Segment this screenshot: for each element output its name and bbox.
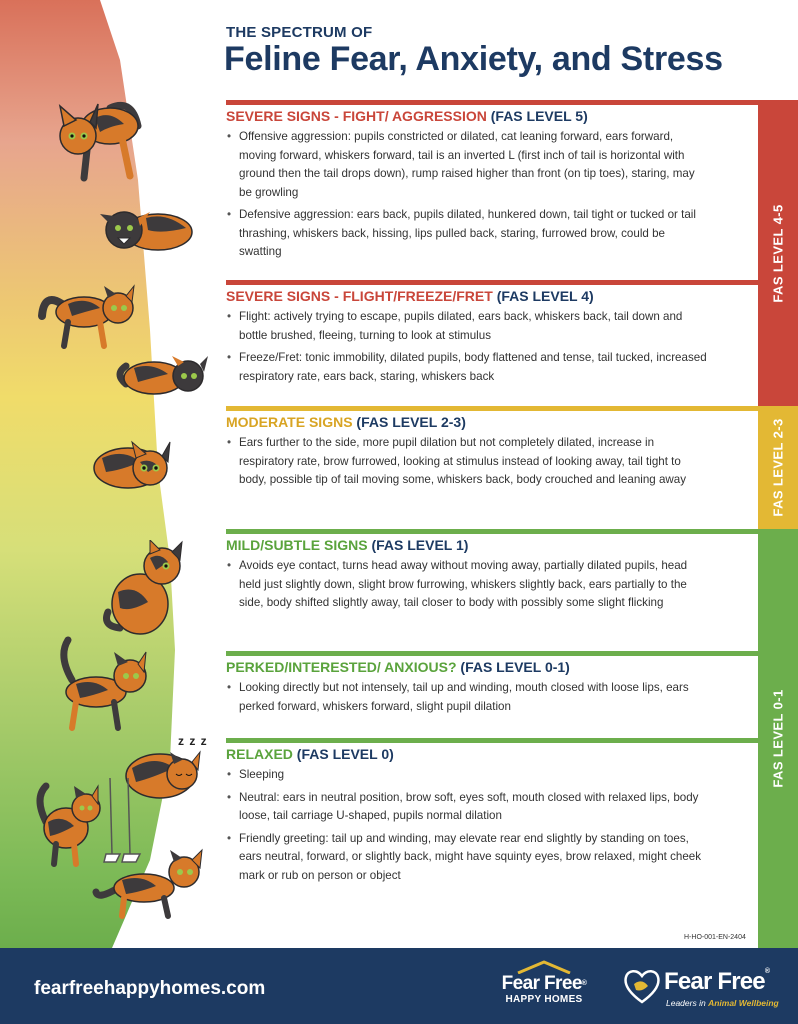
side-label-fas-4-5 [758, 100, 798, 406]
tortoiseshell-cat-icon [34, 282, 144, 352]
heart-logo-icon [622, 966, 662, 1006]
section-perked-interested [226, 651, 758, 720]
tortoiseshell-cat-icon [88, 432, 184, 494]
heading-text: MODERATE SIGNS [226, 414, 353, 430]
trademark-mark: ® [764, 968, 770, 975]
heading-level: (FAS LEVEL 2-3) [356, 414, 466, 430]
website-link[interactable]: fearfreehappyhomes.com [34, 978, 266, 999]
list-item: • Neutral: ears in neutral position, brow soft, eyes soft, mouth closed with relaxed lips, body loose, tail carriage U-shaped, pupils normal dilation [226, 789, 708, 826]
title-kicker: THE SPECTRUM OF [226, 24, 373, 41]
section-divider [226, 406, 758, 411]
signs-list [226, 679, 758, 716]
signs-list [226, 128, 758, 262]
heading-text: MILD/SUBTLE SIGNS [226, 537, 368, 553]
list-item: • Offensive aggression: pupils constricted or dilated, cat leaning forward, ears forward, moving forward, whiskers forward, tail is an inverted L (first inch of tail is horizontal with ground then the tail drops down), rump raised higher than front (on tip toes), staring, may be growling [226, 128, 708, 202]
heading-text: SEVERE SIGNS - FIGHT/ AGGRESSION [226, 108, 487, 124]
fear-free-happy-homes-logo[interactable] [496, 960, 592, 1005]
section-divider [226, 738, 758, 743]
heading-level: (FAS LEVEL 0-1) [460, 659, 570, 675]
logo1-sub: HAPPY HOMES [505, 994, 583, 1005]
side-label-fas-2-3 [758, 406, 798, 529]
side-label-fas-0-1 [758, 529, 798, 948]
sleep-zzz-icon: z z z [178, 734, 208, 748]
section-heading [226, 108, 758, 124]
tagline-emphasis: Animal Wellbeing [708, 998, 779, 1008]
section-divider [226, 651, 758, 656]
section-fight-aggression [226, 100, 758, 266]
list-item: • Friendly greeting: tail up and winding, may elevate rear end slightly by standing on toes, ears neutral, forward, or slightly back, might have squinty eyes, brow relaxed, might cheek mark or rub on person or object [226, 830, 708, 886]
footer [0, 948, 798, 1024]
list-item: • Freeze/Fret: tonic immobility, dilated pupils, body flattened and tense, tail tucked, increased respiratory rate, ears back, staring, whiskers back [226, 349, 708, 386]
section-flight-freeze-fret [226, 280, 758, 390]
signs-list [226, 308, 758, 386]
section-relaxed [226, 738, 758, 889]
list-item: • Defensive aggression: ears back, pupils dilated, hunkered down, tail tight or tucked or tail thrashing, whiskers back, hissing, lips pulled back, staring, furrowed brow, could be swatting [226, 206, 708, 262]
side-label-text: FAS LEVEL 2-3 [770, 418, 786, 517]
logo2-name-text: Fear Free [664, 968, 765, 995]
trademark-mark: ® [581, 980, 587, 987]
tortoiseshell-cat-icon [100, 540, 192, 640]
tagline-prefix: Leaders in [666, 998, 709, 1008]
tortoiseshell-cat-icon [92, 848, 210, 920]
section-heading [226, 288, 758, 304]
heading-level: (FAS LEVEL 0) [296, 746, 394, 762]
heading-text: SEVERE SIGNS - FLIGHT/FREEZE/FRET [226, 288, 493, 304]
logo1-name [496, 974, 592, 994]
signs-list [226, 434, 758, 490]
list-item: • Looking directly but not intensely, tail up and winding, mouth closed with loose lips, ears perked forward, whiskers forward, slight pupil dilation [226, 679, 708, 716]
document-code: H-HO-001-EN-2404 [684, 934, 746, 941]
signs-list [226, 557, 758, 613]
section-heading [226, 659, 758, 675]
heading-text: PERKED/INTERESTED/ ANXIOUS? [226, 659, 457, 675]
section-heading [226, 537, 758, 553]
list-item: • Ears further to the side, more pupil dilation but not completely dilated, increase in respiratory rate, brow furrowed, looking at stimulus instead of looking away, tail tight to body, possible tip of tail moving some, whiskers back, body crouched and leaning away [226, 434, 708, 490]
tortoiseshell-cat-icon [112, 344, 212, 400]
logo1-name-text: Fear Free [501, 973, 582, 994]
list-item: • Flight: actively trying to escape, pupils dilated, ears back, whiskers back, tail down and bottle brushed, fleeing, turning to look at stimulus [226, 308, 708, 345]
house-roof-icon [514, 960, 574, 974]
heading-level: (FAS LEVEL 5) [490, 108, 588, 124]
heading-level: (FAS LEVEL 4) [496, 288, 594, 304]
section-mild-subtle [226, 529, 758, 617]
list-item: • Avoids eye contact, turns head away without moving away, partially dilated pupils, head held just slightly down, slight brow furrowing, whiskers slightly back, ears partially to the side, body shifted slightly away, tail closer to body with possibly some slight flicking [226, 557, 708, 613]
tortoiseshell-cat-icon [40, 96, 150, 186]
list-item: • Sleeping [226, 766, 708, 785]
section-heading [226, 746, 758, 762]
section-divider [226, 280, 758, 285]
section-heading [226, 414, 758, 430]
heading-level: (FAS LEVEL 1) [371, 537, 469, 553]
tortoiseshell-cat-icon [96, 200, 200, 260]
section-divider [226, 100, 758, 105]
logo2-name [664, 968, 769, 996]
tortoiseshell-cat-icon [52, 636, 156, 732]
side-label-text: FAS LEVEL 4-5 [770, 203, 786, 303]
heading-text: RELAXED [226, 746, 293, 762]
side-label-text: FAS LEVEL 0-1 [770, 689, 786, 788]
section-moderate [226, 406, 758, 494]
signs-list [226, 766, 758, 885]
section-divider [226, 529, 758, 534]
logo2-tagline [666, 998, 779, 1008]
page-title: Feline Fear, Anxiety, and Stress [224, 40, 723, 78]
